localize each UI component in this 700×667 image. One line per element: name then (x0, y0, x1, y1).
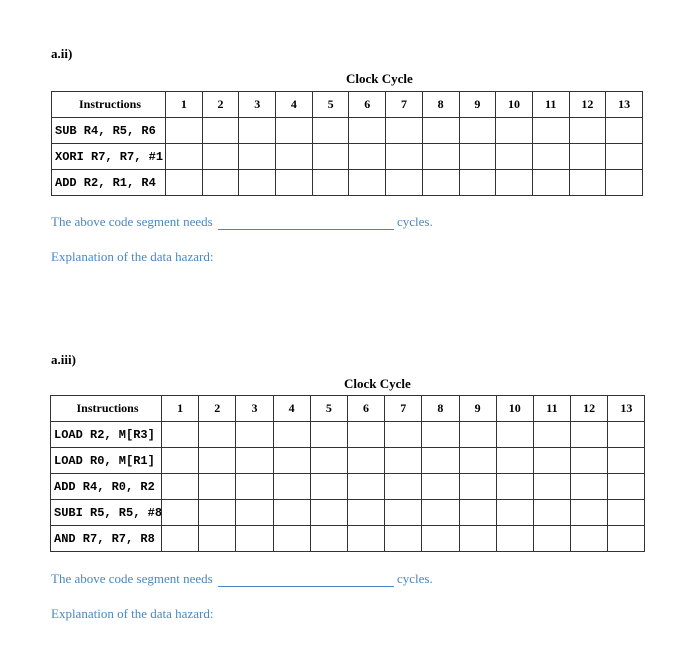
pipeline-cell[interactable] (569, 144, 606, 170)
pipeline-cell[interactable] (608, 526, 645, 552)
instruction-row (51, 500, 645, 526)
instruction-label: XORI R7, R7, #1 (52, 144, 166, 170)
instruction-row (51, 526, 645, 552)
pipeline-cell[interactable] (273, 500, 310, 526)
cycle-header: 2 (199, 396, 236, 422)
pipeline-cell[interactable] (236, 526, 273, 552)
pipeline-cell[interactable] (608, 500, 645, 526)
cycle-header: 1 (162, 396, 199, 422)
instruction-row (52, 170, 643, 196)
pipeline-cell[interactable] (349, 118, 386, 144)
cycle-header: 3 (236, 396, 273, 422)
pipeline-cell[interactable] (202, 170, 239, 196)
instruction-row (51, 422, 645, 448)
pipeline-cell[interactable] (276, 118, 313, 144)
pipeline-cell[interactable] (459, 500, 496, 526)
cycle-header: 12 (571, 396, 608, 422)
section-a2-explanation-label: Explanation of the data hazard: (51, 249, 214, 264)
pipeline-cell[interactable] (422, 144, 459, 170)
pipeline-cell[interactable] (608, 422, 645, 448)
pipeline-cell[interactable] (236, 500, 273, 526)
instructions-header: Instructions (51, 396, 162, 422)
section-a3-label: a.iii) (51, 352, 76, 367)
pipeline-cell[interactable] (347, 526, 384, 552)
pipeline-cell[interactable] (386, 170, 423, 196)
section-a2-clock-cycle-title: Clock Cycle (346, 71, 413, 86)
pipeline-cell[interactable] (532, 118, 569, 144)
pipeline-cell[interactable] (310, 448, 347, 474)
pipeline-cell[interactable] (533, 500, 570, 526)
instruction-label: SUBI R5, R5, #8 (51, 500, 162, 526)
instruction-label: ADD R2, R1, R4 (52, 170, 166, 196)
pipeline-cell[interactable] (459, 170, 496, 196)
cycle-header: 11 (533, 396, 570, 422)
instruction-row (51, 474, 645, 500)
pipeline-cell[interactable] (349, 144, 386, 170)
pipeline-cell[interactable] (347, 448, 384, 474)
pipeline-cell[interactable] (276, 144, 313, 170)
pipeline-cell[interactable] (312, 118, 349, 144)
pipeline-cell[interactable] (276, 170, 313, 196)
instruction-row (52, 118, 643, 144)
pipeline-cell[interactable] (310, 474, 347, 500)
pipeline-cell[interactable] (608, 474, 645, 500)
pipeline-cell[interactable] (310, 500, 347, 526)
pipeline-cell[interactable] (166, 118, 203, 144)
pipeline-cell[interactable] (532, 144, 569, 170)
pipeline-cell[interactable] (569, 118, 606, 144)
cycle-header: 2 (202, 92, 239, 118)
instruction-row (51, 448, 645, 474)
pipeline-cell[interactable] (532, 170, 569, 196)
section-a2-pipeline-table (51, 91, 643, 196)
cycle-header: 1 (166, 92, 203, 118)
section-a3-cycles-suffix: cycles. (397, 571, 433, 586)
pipeline-cell[interactable] (496, 526, 533, 552)
section-a3-needs-text: The above code segment needs (51, 571, 213, 586)
cycle-header: 9 (459, 396, 496, 422)
cycle-header: 6 (349, 92, 386, 118)
cycle-header: 11 (532, 92, 569, 118)
pipeline-cell[interactable] (496, 500, 533, 526)
pipeline-cell[interactable] (239, 170, 276, 196)
pipeline-cell[interactable] (385, 526, 422, 552)
pipeline-cell[interactable] (571, 474, 608, 500)
pipeline-cell[interactable] (273, 526, 310, 552)
pipeline-cell[interactable] (496, 118, 533, 144)
cycle-header: 7 (385, 396, 422, 422)
pipeline-cell[interactable] (606, 170, 643, 196)
pipeline-cell[interactable] (347, 422, 384, 448)
cycle-header: 4 (273, 396, 310, 422)
pipeline-cell[interactable] (569, 170, 606, 196)
cycle-header: 5 (310, 396, 347, 422)
pipeline-cell[interactable] (459, 448, 496, 474)
pipeline-cell[interactable] (273, 448, 310, 474)
section-a3-explanation-label: Explanation of the data hazard: (51, 606, 214, 621)
pipeline-cell[interactable] (459, 144, 496, 170)
pipeline-cell[interactable] (162, 526, 199, 552)
pipeline-cell[interactable] (312, 170, 349, 196)
pipeline-cell[interactable] (166, 170, 203, 196)
pipeline-cell[interactable] (202, 144, 239, 170)
pipeline-cell[interactable] (386, 118, 423, 144)
cycle-header: 4 (276, 92, 313, 118)
pipeline-cell[interactable] (459, 118, 496, 144)
cycle-header: 8 (422, 92, 459, 118)
pipeline-cell[interactable] (162, 500, 199, 526)
pipeline-cell[interactable] (273, 474, 310, 500)
pipeline-cell[interactable] (533, 474, 570, 500)
pipeline-cell[interactable] (199, 448, 236, 474)
cycle-header: 3 (239, 92, 276, 118)
pipeline-cell[interactable] (236, 448, 273, 474)
pipeline-cell[interactable] (239, 118, 276, 144)
pipeline-cell[interactable] (459, 422, 496, 448)
pipeline-cell[interactable] (422, 474, 459, 500)
pipeline-cell[interactable] (349, 170, 386, 196)
section-a2-cycles-suffix: cycles. (397, 214, 433, 229)
pipeline-cell[interactable] (496, 144, 533, 170)
section-a2-needs-text: The above code segment needs (51, 214, 213, 229)
cycle-header: 12 (569, 92, 606, 118)
instruction-label: LOAD R0, M[R1] (51, 448, 162, 474)
pipeline-cell[interactable] (199, 474, 236, 500)
pipeline-cell[interactable] (385, 500, 422, 526)
cycle-header: 13 (608, 396, 645, 422)
instruction-row (52, 144, 643, 170)
pipeline-cell[interactable] (310, 422, 347, 448)
pipeline-cell[interactable] (422, 422, 459, 448)
instruction-label: LOAD R2, M[R3] (51, 422, 162, 448)
cycle-header: 8 (422, 396, 459, 422)
pipeline-cell[interactable] (422, 500, 459, 526)
pipeline-cell[interactable] (571, 526, 608, 552)
pipeline-cell[interactable] (496, 422, 533, 448)
section-a2-cycles-blank[interactable] (218, 229, 394, 230)
pipeline-cell[interactable] (166, 144, 203, 170)
pipeline-cell[interactable] (608, 448, 645, 474)
pipeline-cell[interactable] (273, 422, 310, 448)
pipeline-cell[interactable] (385, 474, 422, 500)
pipeline-cell[interactable] (236, 474, 273, 500)
cycle-header: 7 (386, 92, 423, 118)
pipeline-cell[interactable] (422, 448, 459, 474)
pipeline-cell[interactable] (459, 474, 496, 500)
pipeline-cell[interactable] (199, 422, 236, 448)
pipeline-cell[interactable] (162, 448, 199, 474)
instructions-header: Instructions (52, 92, 166, 118)
pipeline-cell[interactable] (199, 526, 236, 552)
pipeline-cell[interactable] (239, 144, 276, 170)
pipeline-cell[interactable] (606, 144, 643, 170)
pipeline-cell[interactable] (533, 448, 570, 474)
pipeline-cell[interactable] (533, 526, 570, 552)
instruction-label: AND R7, R7, R8 (51, 526, 162, 552)
pipeline-cell[interactable] (385, 422, 422, 448)
pipeline-cell[interactable] (310, 526, 347, 552)
pipeline-cell[interactable] (496, 448, 533, 474)
cycle-header: 10 (496, 396, 533, 422)
pipeline-cell[interactable] (347, 500, 384, 526)
section-a3-clock-cycle-title: Clock Cycle (344, 376, 411, 391)
pipeline-cell[interactable] (312, 144, 349, 170)
pipeline-cell[interactable] (162, 474, 199, 500)
header-row (52, 92, 643, 118)
cycle-header: 6 (347, 396, 384, 422)
section-a3-cycles-blank[interactable] (218, 586, 394, 587)
pipeline-cell[interactable] (422, 118, 459, 144)
section-a2-label: a.ii) (51, 46, 73, 61)
pipeline-cell[interactable] (459, 526, 496, 552)
cycle-header: 9 (459, 92, 496, 118)
pipeline-cell[interactable] (496, 474, 533, 500)
instruction-label: ADD R4, R0, R2 (51, 474, 162, 500)
pipeline-cell[interactable] (533, 422, 570, 448)
pipeline-cell[interactable] (385, 448, 422, 474)
pipeline-cell[interactable] (422, 170, 459, 196)
cycle-header: 5 (312, 92, 349, 118)
pipeline-cell[interactable] (571, 422, 608, 448)
cycle-header: 13 (606, 92, 643, 118)
pipeline-cell[interactable] (162, 422, 199, 448)
pipeline-cell[interactable] (236, 422, 273, 448)
header-row (51, 396, 645, 422)
pipeline-cell[interactable] (202, 118, 239, 144)
pipeline-cell[interactable] (606, 118, 643, 144)
pipeline-cell[interactable] (347, 474, 384, 500)
pipeline-cell[interactable] (386, 144, 423, 170)
pipeline-cell[interactable] (496, 170, 533, 196)
instruction-label: SUB R4, R5, R6 (52, 118, 166, 144)
pipeline-cell[interactable] (199, 500, 236, 526)
cycle-header: 10 (496, 92, 533, 118)
section-a3-pipeline-table (50, 395, 645, 552)
pipeline-cell[interactable] (571, 448, 608, 474)
pipeline-cell[interactable] (422, 526, 459, 552)
pipeline-cell[interactable] (571, 500, 608, 526)
